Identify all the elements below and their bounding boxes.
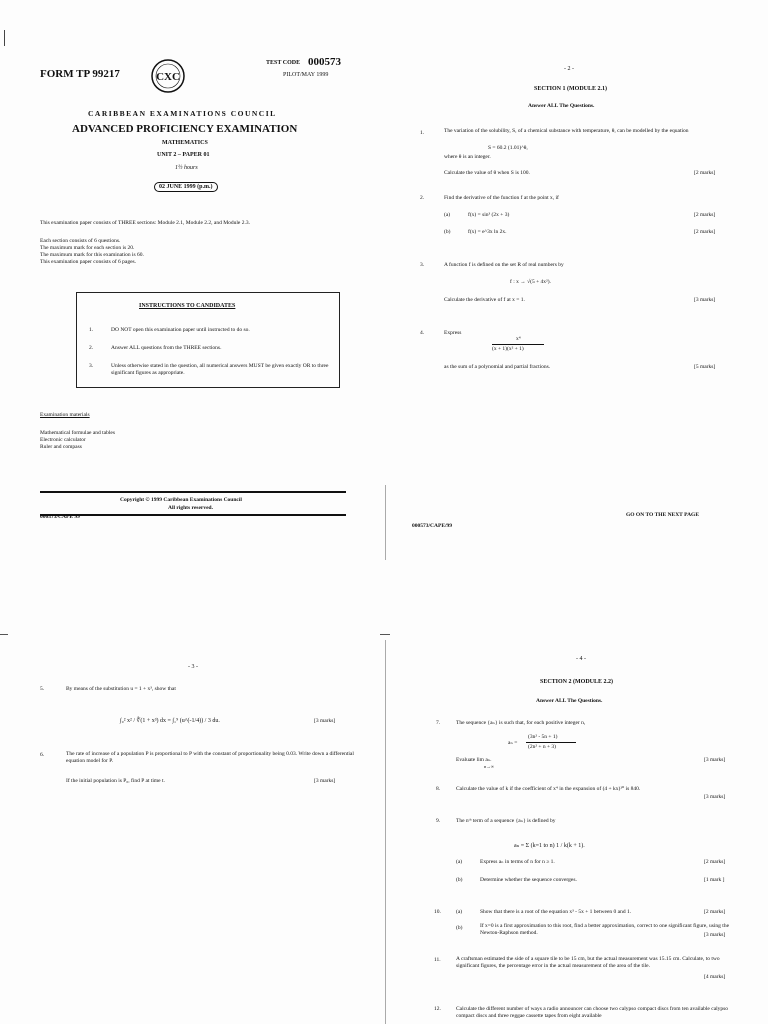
q1-equation: S = 60.2 (1.01)^θ, [488, 145, 528, 151]
q4-ask: as the sum of a polynomial and partial fractions. [444, 364, 551, 370]
q7-fraction-bar [526, 742, 576, 743]
section-title: SECTION 2 (MODULE 2.2) [540, 679, 614, 685]
q3-ask: Calculate the derivative of f at x = 1. [444, 297, 525, 303]
q5-equation: ∫₀² x² / ∜(1 + x³) dx = ∫₁⁹ (u^(-1/4)) / 3 du. [120, 718, 220, 724]
instruction-text-2: Answer ALL questions from the THREE sections. [111, 345, 222, 351]
q3-text: A function f is defined on the set R of real numbers by [444, 262, 564, 268]
q9-equation: aₙ = Σ (k=1 to n) 1 / k(k + 1). [514, 843, 585, 849]
q9a-text: Express aₙ in terms of n for n ≥ 1. [480, 859, 555, 865]
page-3 [0, 560, 384, 1024]
q12-number: 12. [434, 1006, 441, 1012]
instruction-num-3: 3. [89, 363, 94, 369]
q10-number: 10. [434, 909, 441, 915]
q2-text: Find the derivative of the function f at the point x, if [444, 195, 559, 201]
q2a-text: f(x) = sin³ (2x + 3) [468, 212, 510, 218]
q7-text: The sequence {aₙ} is such that, for each positive integer n, [456, 720, 586, 726]
instructions-title: INSTRUCTIONS TO CANDIDATES [139, 303, 236, 309]
q10b-marks: [3 marks] [704, 932, 726, 938]
q7-limit-subscript: n→∞ [484, 764, 494, 769]
q2b-marks: [2 marks] [694, 229, 716, 235]
material-3: Ruler and compass [40, 444, 82, 450]
instruction-text-3: Unless otherwise stated in the question, all numerical answers MUST be given exactly OR to three significant figures as appropriate. [111, 363, 329, 376]
copyright: Copyright © 1999 Caribbean Examinations Council [120, 497, 242, 503]
q8-text: Calculate the value of k if the coefficient of x⁴ in the expansion of (4 + kx)¹⁰ is 840. [456, 786, 641, 792]
subject: MATHEMATICS [162, 140, 208, 146]
instruction-text-1: DO NOT open this examination paper until instructed to do so. [111, 327, 250, 333]
q9-text: The nᵗʰ term of a sequence {aₙ} is defined by [456, 818, 556, 824]
test-code: 000573 [308, 56, 341, 68]
unit-paper: UNIT 2 – PAPER 01 [157, 152, 210, 158]
q4-fraction-bar [492, 344, 544, 345]
q7-number: 7. [436, 720, 441, 726]
q7-numerator: (3n² - 5n + 1) [528, 734, 558, 740]
q9b-marks: [1 mark ] [704, 877, 725, 883]
materials-title: Examination materials [40, 412, 90, 418]
duration: 1½ hours [175, 165, 198, 171]
q12-text: Calculate the different number of ways a radio announcer can choose two calypso compact discs from ten available calypso compact discs and three reggae cassette tapes from eight available [456, 1006, 729, 1019]
answer-all: Answer ALL The Questions. [528, 103, 595, 109]
material-2: Electronic calculator [40, 437, 86, 443]
instruction-num-2: 2. [89, 345, 94, 351]
q10b-label: (b) [456, 925, 463, 931]
q3-equation: f : x → √(5 + 4x²). [510, 279, 551, 285]
rule-3: The maximum mark for this examination is 60. [40, 252, 144, 258]
page-number: - 2 - [564, 66, 574, 72]
footer-rule-2 [40, 514, 346, 516]
q5-marks: [3 marks] [314, 718, 336, 724]
cxc-logo [150, 58, 186, 94]
q8-number: 8. [436, 786, 441, 792]
test-code-label: TEST CODE [266, 60, 301, 66]
footer-rule-1 [40, 491, 346, 493]
q7-lhs: aₙ = [508, 740, 518, 746]
q10a-text: Show that there is a root of the equation x³ - 5x + 1 between 0 and 1. [480, 909, 632, 915]
q2a-marks: [2 marks] [694, 212, 716, 218]
form-number: FORM TP 99217 [40, 68, 120, 80]
q10a-label: (a) [456, 909, 463, 915]
material-1: Mathematical formulae and tables [40, 430, 115, 436]
q2b-text: f(x) = e^3x ln 2x. [468, 229, 507, 235]
rule-1: Each section consists of 6 questions. [40, 238, 121, 244]
q7-denominator: (2n² + n + 3) [528, 744, 557, 750]
q6-text: The rate of increase of a population P is proportional to P with the constant of proportionality being 0.03. Write down a differential equation model for P. [66, 751, 354, 764]
q8-marks: [3 marks] [704, 794, 726, 800]
page-2 [384, 0, 768, 560]
paper-intro: This examination paper consists of THREE sections: Module 2.1, Module 2.2, and Module 2.3. [40, 220, 250, 226]
q3-number: 3. [420, 262, 425, 268]
q6-ask: If the initial population is P₀, find P at time t. [66, 778, 165, 784]
q4-marks: [5 marks] [694, 364, 716, 370]
exam-date: 02 JUNE 1999 (p.m.) [154, 182, 218, 192]
footer-code: 000573/CAPE/99 [412, 523, 453, 529]
q10a-marks: [2 marks] [704, 909, 726, 915]
rights: All rights reserved. [168, 505, 213, 511]
q1-marks: [2 marks] [694, 170, 716, 176]
q2b-label: (b) [444, 229, 451, 235]
q4-numerator: x⁴ [516, 336, 521, 342]
q11-text: A craftsman estimated the side of a square tile to be 15 cm, but the actual measurement was 15.15 cm. Calculate, to two significant figures, the percentage error in the actual measurement of the area of the tile. [456, 956, 720, 969]
q2-number: 2. [420, 195, 425, 201]
q5-number: 5. [40, 686, 45, 692]
answer-all: Answer ALL The Questions. [536, 698, 603, 704]
q1-ask: Calculate the value of θ when S is 100. [444, 170, 530, 176]
q9a-label: (a) [456, 859, 463, 865]
q3-marks: [3 marks] [694, 297, 716, 303]
page-4 [384, 560, 768, 1024]
q4-text: Express [444, 330, 462, 336]
council-name: CARIBBEAN EXAMINATIONS COUNCIL [88, 109, 277, 118]
instructions-box [76, 292, 340, 388]
q11-number: 11. [434, 957, 441, 963]
next-page-note: GO ON TO THE NEXT PAGE [626, 512, 699, 518]
q6-marks: [3 marks] [314, 778, 336, 784]
q1-text: The variation of the solubility, S, of a chemical substance with temperature, θ, can be modelled by the equation [444, 128, 689, 134]
footer-code: 000573/CAPE 99 [40, 514, 80, 520]
q2a-label: (a) [444, 212, 451, 218]
q5-text: By means of the substitution u = 1 + x³, show that [66, 686, 176, 692]
pilot-date: PILOT/MAY 1999 [283, 72, 329, 78]
q1-where: where θ is an integer. [444, 154, 491, 160]
q4-denominator: (x + 1)(x² + 1) [492, 346, 524, 352]
q10b-text: If x=0 is a first approximation to this root, find a better approximation, correct to one significant figure, using the Newton-Raphson method. [480, 923, 730, 936]
instruction-num-1: 1. [89, 327, 94, 333]
page-number: - 3 - [188, 664, 198, 670]
section-title: SECTION 1 (MODULE 2.1) [534, 86, 608, 92]
svg-text:CXC: CXC [156, 71, 180, 83]
q9b-text: Determine whether the sequence converges. [480, 877, 577, 883]
rule-4: This examination paper consists of 6 pages. [40, 259, 137, 265]
q9-number: 9. [436, 818, 441, 824]
page-number: - 4 - [576, 656, 586, 662]
q11-marks: [4 marks] [704, 974, 726, 980]
q6-number: 6. [40, 752, 45, 758]
cover-page [0, 0, 384, 560]
q4-number: 4. [420, 330, 425, 336]
q1-number: 1. [420, 130, 425, 136]
q7-ask: Evaluate lim aₙ. [456, 757, 492, 763]
q7-marks: [3 marks] [704, 757, 726, 763]
q9b-label: (b) [456, 877, 463, 883]
rule-2: The maximum mark for each section is 20. [40, 245, 135, 251]
q9a-marks: [2 marks] [704, 859, 726, 865]
exam-title: ADVANCED PROFICIENCY EXAMINATION [72, 123, 298, 135]
